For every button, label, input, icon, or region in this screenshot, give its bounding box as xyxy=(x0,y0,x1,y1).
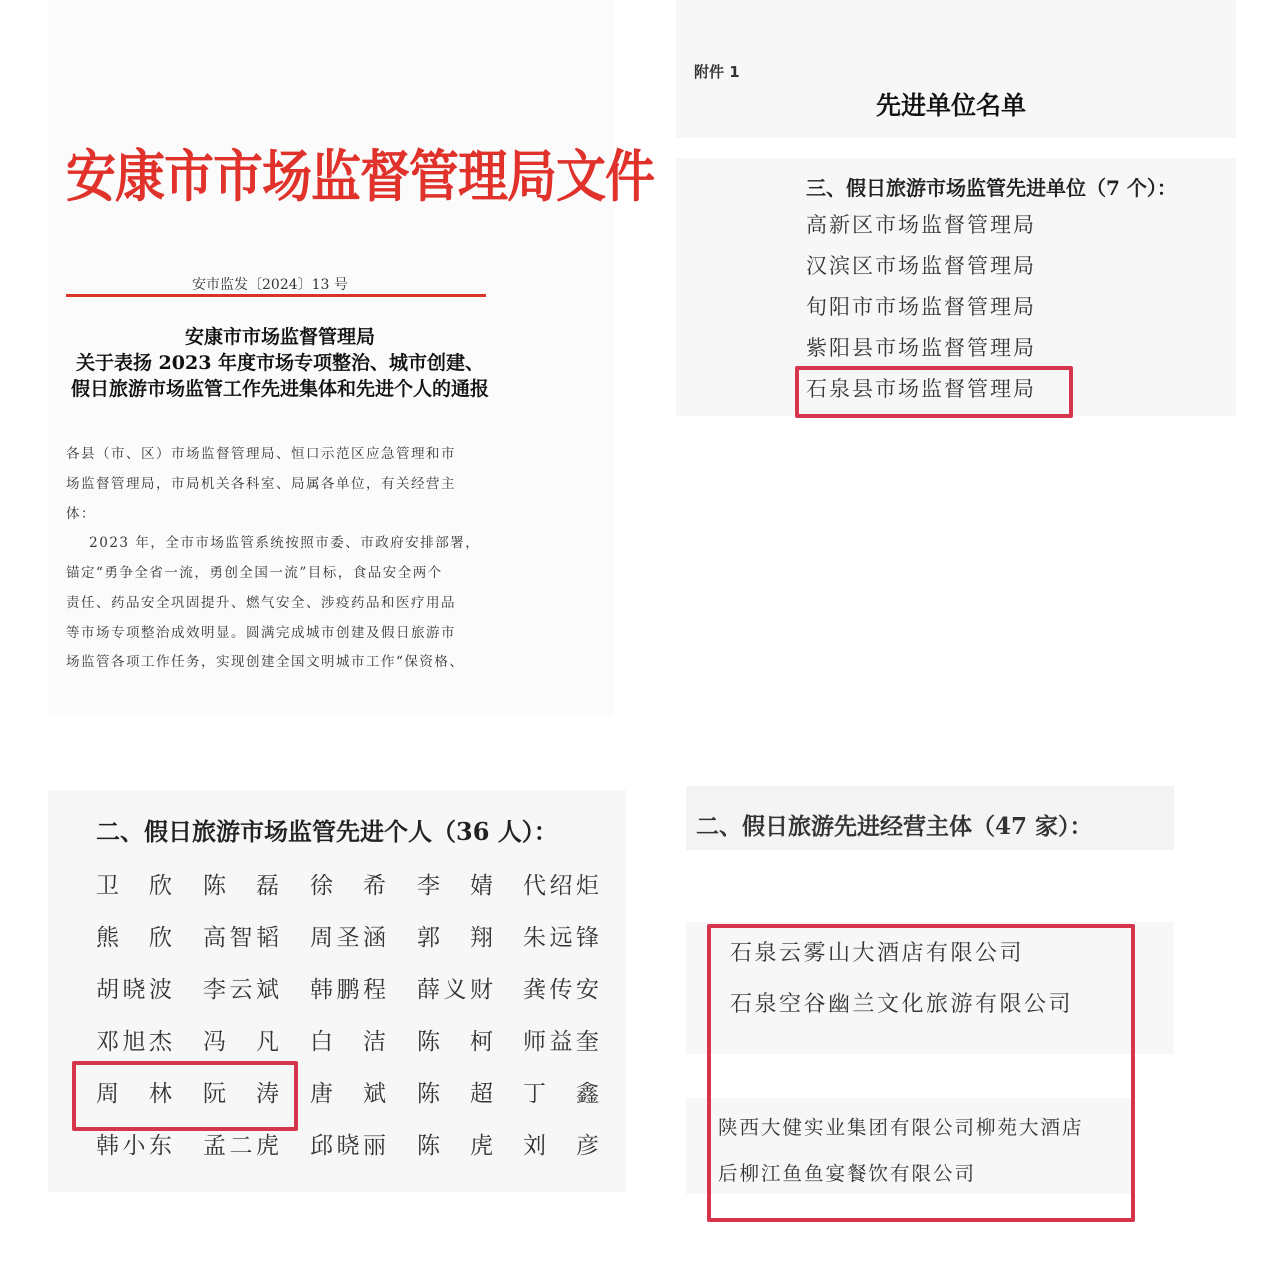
unit-item: 汉滨区市场监督管理局 xyxy=(806,254,1036,278)
units-section-heading: 三、假日旅游市场监管先进单位（7 个）： xyxy=(806,176,1177,200)
notice-title-line: 安康市市场监督管理局 xyxy=(184,326,375,348)
attachment-title: 先进单位名单 xyxy=(876,91,1027,120)
person-name: 刘 彦 xyxy=(523,1133,599,1159)
body-line: 场监管各项工作任务，实现创建全国文明城市工作“保资格、 xyxy=(66,654,465,670)
person-name: 陈 超 xyxy=(417,1081,493,1107)
body-line: 锚定“勇争全省一流，勇创全国一流”目标，食品安全两个 xyxy=(66,565,443,581)
notice-title-line: 假日旅游市场监管工作先进集体和先进个人的通报 xyxy=(70,378,489,400)
person-name: 韩鹏程 xyxy=(310,977,386,1003)
person-name: 郭 翔 xyxy=(417,925,493,951)
person-name: 徐 希 xyxy=(310,873,386,899)
highlight-box-person xyxy=(72,1061,298,1131)
person-name: 唐 斌 xyxy=(310,1081,386,1107)
person-name: 韩小东 xyxy=(96,1133,172,1159)
unit-item: 石泉县市场监督管理局 xyxy=(806,377,1036,401)
person-name: 阮 涛 xyxy=(203,1081,279,1107)
person-name: 陈 柯 xyxy=(417,1029,493,1055)
person-name: 薛义财 xyxy=(417,977,493,1003)
person-name: 师益奎 xyxy=(523,1029,599,1055)
red-divider-line xyxy=(66,294,486,297)
person-name: 陈 磊 xyxy=(203,873,279,899)
person-name: 丁 鑫 xyxy=(523,1081,599,1107)
document-number: 安市监发〔2024〕13 号 xyxy=(192,277,348,293)
enterprise-item: 后柳江鱼鱼宴餐饮有限公司 xyxy=(718,1162,977,1185)
notice-title-line: 关于表扬 2023 年度市场专项整治、城市创建、 xyxy=(75,352,485,374)
person-name: 李 婧 xyxy=(417,873,493,899)
highlight-box-unit xyxy=(795,366,1073,418)
person-name: 龚传安 xyxy=(523,977,599,1003)
body-line: 2023 年，全市市场监管系统按照市委、市政府安排部署， xyxy=(66,535,481,551)
person-name: 高智韬 xyxy=(203,925,279,951)
attachment-label: 附件 1 xyxy=(694,63,740,81)
enterprise-item: 陕西大健实业集团有限公司柳苑大酒店 xyxy=(718,1116,1084,1139)
body-line: 场监督管理局，市局机关各科室、局属各单位，有关经营主 xyxy=(66,476,456,492)
person-name: 邓旭杰 xyxy=(96,1029,172,1055)
person-name: 冯 凡 xyxy=(203,1029,279,1055)
enterprise-item: 石泉空谷幽兰文化旅游有限公司 xyxy=(730,992,1074,1017)
agency-document-title: 安康市市场监督管理局文件 xyxy=(66,143,654,210)
person-name: 陈 虎 xyxy=(417,1133,493,1159)
person-name: 周圣涵 xyxy=(310,925,386,951)
person-name: 朱远锋 xyxy=(523,925,599,951)
person-name: 孟二虎 xyxy=(203,1133,279,1159)
person-name: 卫 欣 xyxy=(96,873,172,899)
person-name: 代绍炬 xyxy=(523,873,599,899)
body-line: 等市场专项整治成效明显。圆满完成城市创建及假日旅游市 xyxy=(66,625,456,641)
person-name: 胡晓波 xyxy=(96,977,172,1003)
unit-item: 高新区市场监督管理局 xyxy=(806,213,1036,237)
body-line: 责任、药品安全巩固提升、燃气安全、涉疫药品和医疗用品 xyxy=(66,595,456,611)
person-name: 周 林 xyxy=(96,1081,172,1107)
unit-item: 旬阳市市场监督管理局 xyxy=(806,295,1036,319)
person-name: 熊 欣 xyxy=(96,925,172,951)
highlight-box-enterprises xyxy=(707,924,1135,1222)
unit-item: 紫阳县市场监督管理局 xyxy=(806,336,1036,360)
notice-title xyxy=(60,324,500,402)
body-line: 各县（市、区）市场监督管理局、恒口示范区应急管理和市 xyxy=(66,446,456,462)
person-name: 邱晓丽 xyxy=(310,1133,386,1159)
enterprise-item: 石泉云雾山大酒店有限公司 xyxy=(730,941,1025,966)
enterprises-section-heading: 二、假日旅游先进经营主体（47 家）： xyxy=(696,813,1093,840)
person-name: 李云斌 xyxy=(203,977,279,1003)
individuals-section-heading: 二、假日旅游市场监管先进个人（36 人）： xyxy=(96,817,558,846)
body-line: 体： xyxy=(66,506,96,522)
person-name: 白 洁 xyxy=(310,1029,386,1055)
